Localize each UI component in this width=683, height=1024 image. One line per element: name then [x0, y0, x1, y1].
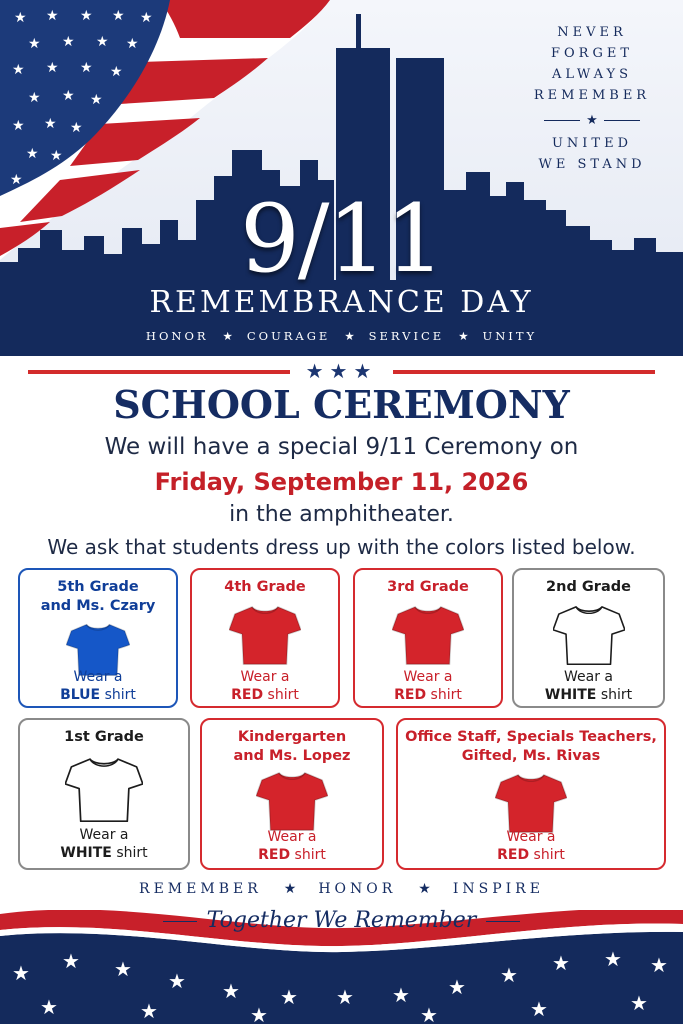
grade-name [196, 578, 334, 597]
svg-text:★: ★ [500, 963, 518, 987]
svg-text:★: ★ [12, 62, 25, 78]
wear-text: Wear a [403, 669, 453, 685]
shirt-color-line [514, 686, 663, 704]
svg-text:★: ★ [50, 148, 63, 164]
svg-text:★: ★ [530, 997, 548, 1021]
svg-text:★: ★ [168, 969, 186, 993]
svg-text:★: ★ [12, 118, 25, 134]
grade-card [18, 718, 190, 870]
shirt-color-word: BLUE [60, 687, 101, 703]
wear-text: Wear a [506, 829, 556, 845]
grade-card [512, 568, 665, 708]
shirt-word: shirt [267, 687, 299, 703]
motto-line: UNITED [551, 136, 633, 151]
svg-text:★: ★ [280, 985, 298, 1009]
dress-instruction [398, 828, 664, 864]
svg-text:★: ★ [12, 961, 30, 985]
grade-name-line: Office Staff, Specials Teachers, [405, 729, 657, 745]
grade-card [200, 718, 384, 870]
tshirt-icon [553, 604, 625, 669]
shirt-color-word: WHITE [544, 687, 597, 703]
shirt-color-line [20, 844, 188, 862]
shirt-color-word: WHITE [60, 845, 112, 861]
svg-text:★: ★ [62, 34, 75, 50]
wear-text: Wear a [564, 669, 613, 685]
values-line [0, 329, 683, 343]
motto-divider [527, 110, 657, 131]
shirt-word: shirt [533, 847, 565, 863]
value-word: UNITY [482, 329, 538, 343]
svg-text:★: ★ [448, 975, 466, 999]
grade-card [18, 568, 178, 708]
shirt-word: shirt [294, 847, 326, 863]
footer-word: HONOR [318, 881, 397, 897]
svg-text:★: ★ [26, 146, 39, 162]
grade-card [190, 568, 340, 708]
footer-word: REMEMBER [139, 881, 262, 897]
star-icon: ★ [458, 329, 469, 343]
shirt-color-line [398, 846, 664, 864]
dress-instruction [20, 826, 188, 862]
shirt-word: shirt [116, 845, 148, 861]
svg-text:★: ★ [28, 90, 41, 106]
svg-text:★: ★ [46, 60, 59, 76]
value-word: COURAGE [246, 329, 331, 343]
intro-line: We ask that students dress up with the colors listed below. [47, 535, 636, 559]
motto-line: FORGET [550, 46, 633, 61]
grade-name-line: 3rd Grade [387, 579, 469, 595]
grade-name-line: 2nd Grade [546, 579, 631, 595]
svg-text:★: ★ [90, 92, 103, 108]
tagline [0, 908, 683, 933]
wear-text: Wear a [267, 829, 317, 845]
dress-instruction [355, 668, 501, 704]
three-stars-icon: ★★★ [305, 359, 378, 383]
motto-line: REMEMBER [533, 88, 651, 103]
grade-name [359, 578, 497, 597]
intro-line: We will have a special 9/11 Ceremony on [104, 434, 579, 460]
remembrance-day-subtitle: REMEMBRANCE DAY [149, 285, 534, 320]
shirt-color-word: RED [497, 847, 530, 863]
grade-name-line: Gifted, Ms. Rivas [461, 748, 601, 764]
grade-card [396, 718, 666, 870]
svg-text:★: ★ [392, 983, 410, 1007]
svg-text:★: ★ [140, 10, 153, 26]
grade-card [353, 568, 503, 708]
shirt-color-line [355, 686, 501, 704]
shirt-color-word: RED [394, 687, 427, 703]
svg-text:★: ★ [70, 120, 83, 136]
svg-text:★: ★ [630, 991, 648, 1015]
shirt-word: shirt [430, 687, 462, 703]
star-icon: ★ [344, 329, 355, 343]
shirt-color-line [20, 686, 176, 704]
svg-text:★: ★ [46, 8, 59, 24]
tagline-text: Together We Remember [206, 908, 477, 933]
motto-line: NEVER [557, 25, 627, 40]
star-icon: ★ [418, 881, 431, 897]
svg-text:★: ★ [96, 34, 109, 50]
svg-text:★: ★ [336, 985, 354, 1009]
hero-banner [0, 0, 683, 356]
tshirt-icon [392, 604, 464, 669]
svg-text:★: ★ [110, 64, 123, 80]
star-icon: ★ [586, 113, 598, 128]
svg-text:★: ★ [10, 172, 23, 188]
star-divider [28, 360, 655, 384]
svg-text:★: ★ [44, 116, 57, 132]
shirt-word: shirt [104, 687, 136, 703]
footer-word: INSPIRE [452, 881, 544, 897]
svg-text:★: ★ [126, 36, 139, 52]
svg-text:★: ★ [112, 8, 125, 24]
dress-instruction [202, 828, 382, 864]
star-icon: ★ [283, 881, 297, 897]
tshirt-icon [229, 604, 301, 669]
svg-text:★: ★ [604, 947, 622, 971]
svg-text:★: ★ [250, 1003, 268, 1024]
grade-name-line: and Ms. Lopez [233, 748, 351, 764]
grade-name-line: 1st Grade [64, 729, 144, 745]
dress-instruction [20, 668, 176, 704]
grade-name [518, 578, 659, 597]
svg-text:★: ★ [28, 36, 41, 52]
motto-line: ALWAYS [552, 67, 632, 82]
svg-text:★: ★ [420, 1003, 438, 1024]
big-title: 9/11 [239, 185, 444, 294]
shirt-word: shirt [600, 687, 633, 703]
motto-line: WE STAND [538, 157, 646, 172]
intro-line: in the amphitheater. [229, 502, 454, 527]
svg-text:★: ★ [14, 10, 27, 26]
shirt-color-line [192, 686, 338, 704]
grade-name-line: and Ms. Czary [40, 598, 156, 614]
tshirt-icon [65, 756, 143, 826]
svg-text:★: ★ [140, 999, 158, 1023]
grade-name [206, 728, 378, 766]
svg-text:★: ★ [650, 953, 668, 977]
event-date: Friday, September 11, 2026 [154, 468, 529, 496]
grade-name [24, 578, 172, 616]
motto-block [527, 22, 657, 175]
svg-text:★: ★ [222, 979, 240, 1003]
wear-text: Wear a [240, 669, 290, 685]
wear-text: Wear a [73, 669, 123, 685]
dress-instruction [514, 668, 663, 704]
page-title: SCHOOL CEREMONY [113, 382, 570, 427]
star-icon: ★ [222, 329, 233, 343]
tshirt-icon [256, 770, 328, 835]
grade-name-line: Kindergarten [237, 729, 347, 745]
value-word: SERVICE [368, 329, 445, 343]
svg-text:★: ★ [552, 951, 570, 975]
grade-name [402, 728, 660, 766]
shirt-color-word: RED [231, 687, 264, 703]
grade-name [24, 728, 184, 747]
grade-name-line: 4th Grade [224, 579, 306, 595]
grade-name-line: 5th Grade [57, 579, 139, 595]
svg-text:★: ★ [62, 88, 75, 104]
svg-text:★: ★ [40, 995, 58, 1019]
wear-text: Wear a [79, 827, 129, 843]
value-word: HONOR [145, 329, 209, 343]
svg-text:★: ★ [80, 60, 93, 76]
dress-instruction [192, 668, 338, 704]
svg-text:★: ★ [80, 8, 93, 24]
shirt-color-word: RED [258, 847, 291, 863]
svg-text:★: ★ [62, 949, 80, 973]
svg-text:★: ★ [114, 957, 132, 981]
footer-words [0, 881, 683, 897]
shirt-color-line [202, 846, 382, 864]
